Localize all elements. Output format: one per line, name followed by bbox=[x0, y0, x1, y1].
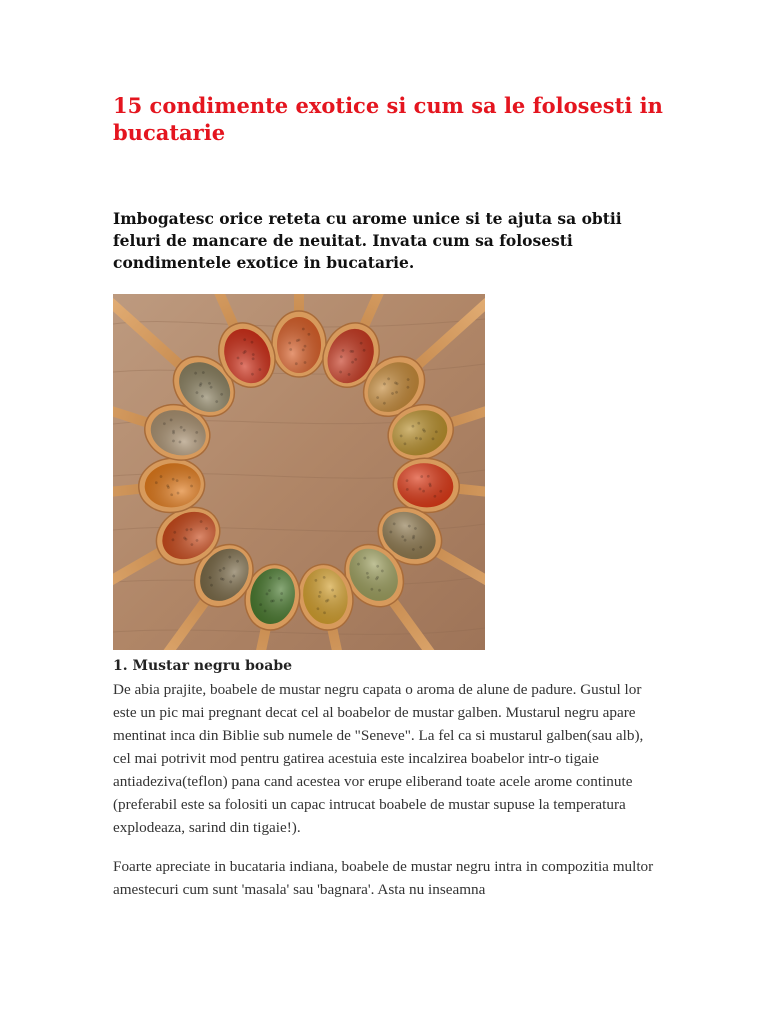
article-intro: Imbogatesc orice reteta cu arome unice si te ajuta sa obtii feluri de mancare de neuitat. Invata cum sa folosesti condimentele exotice in bucatarie. bbox=[113, 209, 622, 272]
section-heading: 1. Mustar negru boabe bbox=[113, 658, 293, 674]
section-paragraph: De abia prajite, boabele de mustar negru capata o aroma de alune de padure. Gustul lor este un pic mai pregnant decat cel al boabelor de mustar galben. Mustarul negru apare mentinat inca din Biblie sub numele de "Seneve". La fel ca si mustarul galben(sau alb), cel mai potrivit mod pentru gatirea acestuia este incalzirea boabelor intr-o tigaie antiadeziva(teflon) pana cand acestea vor erupe eliberand toate acele arome continute (preferabil este sa folositi un capac intrucat boabele de mustar supuse la temperatura explodeaza, sarind din tigaie!). bbox=[113, 681, 644, 836]
article-title: 15 condimente exotice si cum sa le folosesti in bucatarie bbox=[113, 93, 663, 145]
section-paragraph: Foarte apreciate in bucataria indiana, boabele de mustar negru intra in compozitia multor amestecuri cum sunt 'masala' sau 'bagnara'. Asta nu inseamna bbox=[113, 858, 654, 898]
spices-hero-image bbox=[113, 294, 485, 650]
spices-photo bbox=[113, 294, 485, 650]
